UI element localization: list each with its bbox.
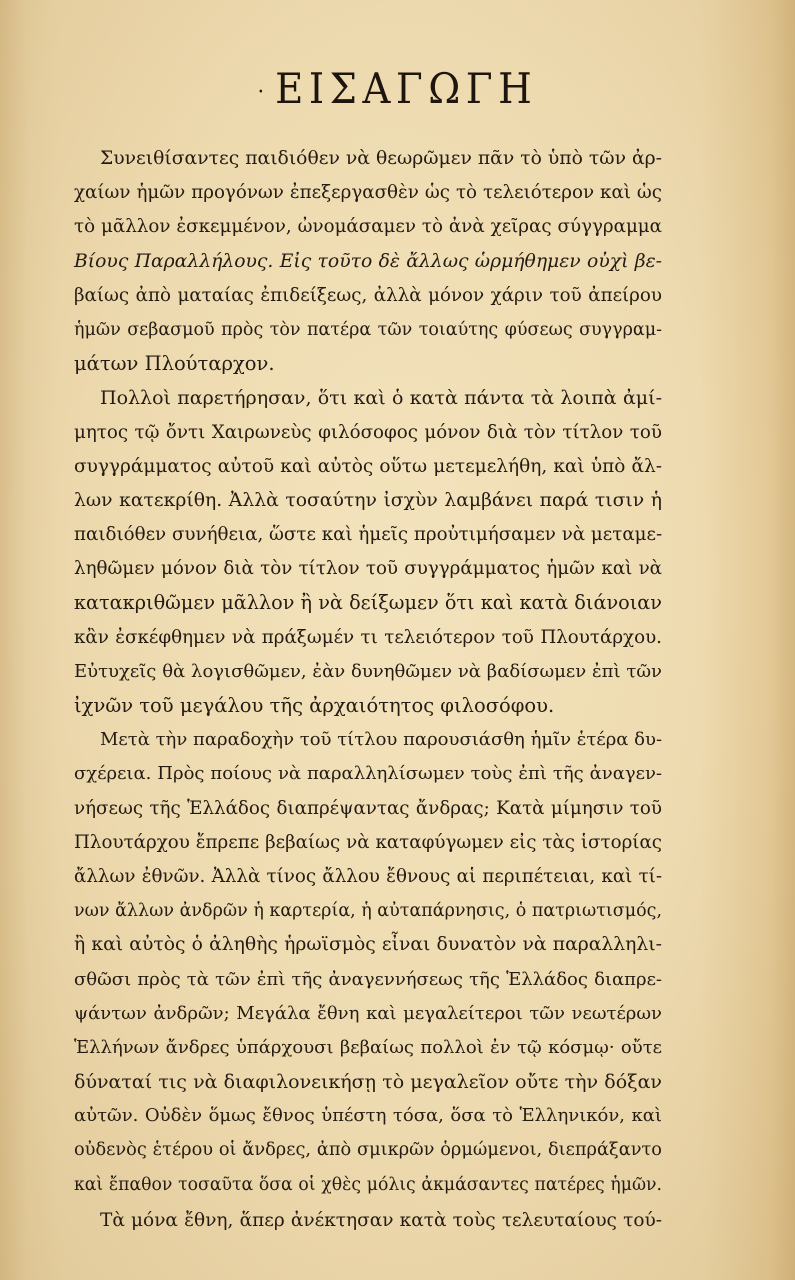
title-dot: · <box>257 79 270 105</box>
text-line: τὸ μᾶλλον ἐσκεμμένον, ὠνομάσαμεν τὸ ἀνὰ χεῖρας σύγγραμμα <box>74 216 662 238</box>
text-line: Ἑλλήνων ἄνδρες ὑπάρχουσι βεβαίως πολλοὶ ἐν τῷ κόσμῳ· οὔτε <box>74 1036 662 1058</box>
text-line: ἢ καὶ αὐτὸς ὁ ἀληθὴς ἡρωϊσμὸς εἶναι δυνατὸν νὰ παραλληλι- <box>74 934 662 956</box>
text-line: Πολλοὶ παρετήρησαν, ὅτι καὶ ὁ κατὰ πάντα τὰ λοιπὰ ἀμί- <box>100 387 662 410</box>
text-line: ἄλλων ἐθνῶν. Ἀλλὰ τίνος ἄλλου ἔθνους αἱ περιπέτειαι, καὶ τί- <box>74 865 662 887</box>
text-line: ἰχνῶν τοῦ μεγάλου τῆς ἀρχαιότητος φιλοσόφου. <box>74 694 555 717</box>
text-line: σθῶσι πρὸς τὰ τῶν ἐπὶ τῆς ἀναγεννήσεως τῆς Ἑλλάδος διαπρε- <box>74 968 662 990</box>
text-line: λων κατεκρίθη. Ἀλλὰ τοσαύτην ἰσχὺν λαμβάνει παρά τισιν ἡ <box>74 489 662 511</box>
text-line: Εὐτυχεῖς θὰ λογισθῶμεν, ἐὰν δυνηθῶμεν νὰ βαδίσωμεν ἐπὶ τῶν <box>74 660 662 682</box>
text-line: μάτων Πλούταρχον. <box>74 352 275 376</box>
text-line: δύναταί τις νὰ διαφιλονεικήσῃ τὸ μεγαλεῖον οὔτε τὴν δόξαν <box>74 1071 662 1094</box>
text-line: Πλουτάρχου ἔπρεπε βεβαίως νὰ καταφύγωμεν εἰς τὰς ἱστορίας <box>74 831 662 853</box>
text-line: κἂν ἐσκέφθημεν νὰ πράξωμέν τι τελειότερον τοῦ Πλουτάρχου. <box>74 626 662 648</box>
text-line: Συνειθίσαντες παιδιόθεν νὰ θεωρῶμεν πᾶν τὸ ὑπὸ τῶν ἀρ- <box>100 148 662 169</box>
text-line: συγγράμματος αὐτοῦ καὶ αὐτὸς οὕτω μετεμελήθη, καὶ ὑπὸ ἄλ- <box>74 455 662 477</box>
text-line: Μετὰ τὴν παραδοχὴν τοῦ τίτλου παρουσιάσθη ἡμῖν ἑτέρα δυ- <box>100 729 663 751</box>
title-text: ΕΙΣΑΓΩΓΗ <box>275 64 538 113</box>
text-line: σχέρεια. Πρὸς ποίους νὰ παραλληλίσωμεν τοὺς ἐπὶ τῆς ἀναγεν- <box>74 763 662 785</box>
text-line: χαίων ἡμῶν προγόνων ἐπεξεργασθὲν ὡς τὸ τελειότερον καὶ ὡς <box>74 182 662 204</box>
text-line: Τὰ μόνα ἔθνη, ἅπερ ἀνέκτησαν κατὰ τοὺς τελευταίους τού- <box>100 1209 662 1231</box>
text-line: μητος τῷ ὄντι Χαιρωνεὺς φιλόσοφος μόνον διὰ τὸν τίτλον τοῦ <box>74 421 662 443</box>
text-line: Βίους Παραλλήλους. Εἰς τοῦτο δὲ ἄλλως ὡρμήθημεν οὐχὶ βε- <box>74 250 662 272</box>
text-line: οὐδενὸς ἑτέρου οἱ ἄνδρες, ἀπὸ σμικρῶν ὁρμώμενοι, διεπράξαντο <box>74 1140 662 1161</box>
body-text <box>74 142 662 1238</box>
text-line: παιδιόθεν συνήθεια, ὥστε καὶ ἡμεῖς προὐτιμήσαμεν νὰ μεταμε- <box>74 524 663 546</box>
text-line: κατακριθῶμεν μᾶλλον ἢ νὰ δείξωμεν ὅτι καὶ κατὰ διάνοιαν <box>74 591 662 615</box>
text-line: καὶ ἔπαθον τοσαῦτα ὅσα οἱ χθὲς μόλις ἀκμάσαντες πατέρες ἡμῶν. <box>74 1174 662 1195</box>
text-line: νήσεως τῆς Ἑλλάδος διαπρέψαντας ἄνδρας; Κατὰ μίμησιν τοῦ <box>74 797 662 819</box>
text-line: ἡμῶν σεβασμοῦ πρὸς τὸν πατέρα τῶν τοιαύτης φύσεως συγγραμ- <box>74 319 662 340</box>
page-title <box>32 64 763 113</box>
text-line: ληθῶμεν μόνον διὰ τὸν τίτλον τοῦ συγγράμματος ἡμῶν καὶ νὰ <box>74 558 662 580</box>
text-line: αὐτῶν. Οὐδὲν ὅμως ἔθνος ὑπέστη τόσα, ὅσα τὸ Ἑλληνικόν, καὶ <box>74 1105 662 1127</box>
text-line: νων ἄλλων ἀνδρῶν ἡ καρτερία, ἡ αὐταπάρνησις, ὁ πατριωτισμός, <box>74 901 663 922</box>
text-line: ψάντων ἀνδρῶν; Μεγάλα ἔθνη καὶ μεγαλείτεροι τῶν νεωτέρων <box>74 1002 662 1024</box>
text-line: βαίως ἀπὸ ματαίας ἐπιδείξεως, ἀλλὰ μόνον χάριν τοῦ ἀπείρου <box>74 284 662 306</box>
